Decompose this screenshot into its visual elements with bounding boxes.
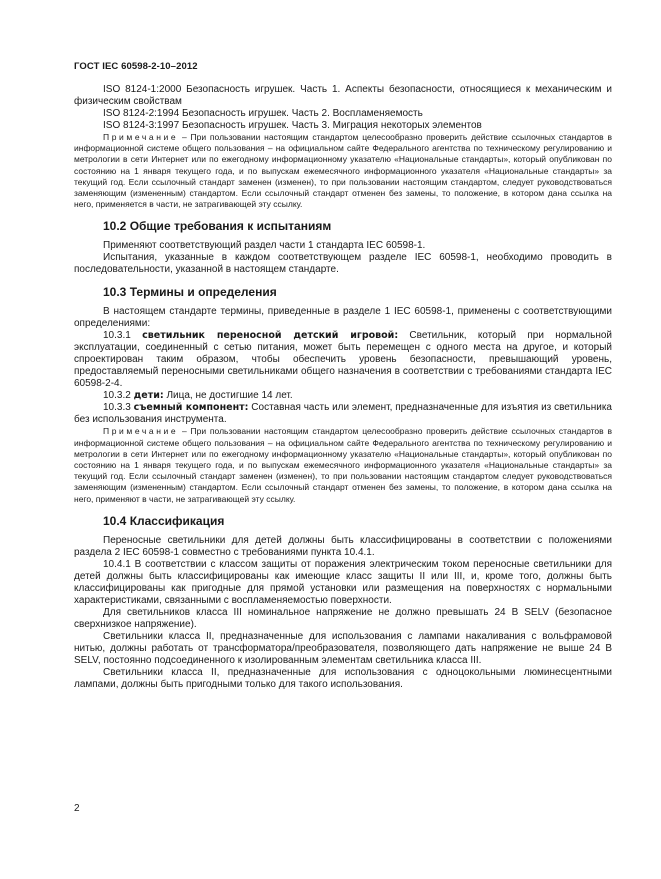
note-text: – При пользовании настоящим стандартом целесообразно проверить действие ссылочных стандартов в информационной системе общего пользования – на официальном сайте Федерального агентства по техническому регулированию и метрологии в сети Интернет или по ежегодному информационному указателю «Национальные стандарты», который опубликован по состоянию на 1 января текущего года, и по выпускам ежемесячного информационного указателя «Национальные стандарты» за текущий год. Если ссылочный стандарт заменен (изменен), то при пользовании настоящим стандартом следует руководствоваться заменяющим (измененным) стандартом. Если ссылочный стандарт отменен без замены, то положение, в котором дана ссылка на него, применяют в части, не затрагивающей эту ссылку.	[74, 426, 612, 504]
note-text: – При пользовании настоящим стандартом целесообразно проверить действие ссылочных стандартов в информационной системе общего пользования – на официальном сайте Федерального агентства по техническому регулированию и метрологии в сети Интернет или по ежегодному информационному указателю «Национальные стандарты», который опубликован по состоянию на 1 января текущего года, и по выпускам ежемесячного информационного указателя «Национальные стандарты» за текущий год. Если ссылочный стандарт заменен (изменен), то при пользовании настоящим стандартом, следует руководствоваться заменяющим (измененным) стандартом. Если ссылочный стандарт отменен без замены, то положение, в котором дана ссылка на него, применяется в части, не затрагивающей эту ссылку.	[74, 132, 612, 210]
page-number: 2	[74, 803, 80, 814]
term-10-3-1	[74, 330, 612, 390]
paragraph-10-4-2: 10.4.1 В соответствии с классом защиты от поражения электрическим током переносные светильники для детей должны быть классифицированы как имеющие класс защиты II или III, и, кроме того, должны быть классифицированы как пригодные для прямой установки или размещения на поверхностях с нормальными характеристиками, связанными с воспламеняемостью поверхности.	[74, 558, 612, 606]
reference-iso-8124-3: ISO 8124-3:1997 Безопасность игрушек. Часть 3. Миграция некоторых элементов	[103, 120, 482, 131]
term-10-3-3	[74, 402, 612, 426]
term-name: съемный компонент:	[133, 402, 249, 414]
paragraph-10-4-3: Для светильников класса III номинальное напряжение не должно превышать 24 В SELV (безопасное сверхнизкое напряжение).	[74, 606, 612, 630]
note-label: Примечание	[103, 426, 179, 437]
term-name: дети:	[133, 390, 164, 402]
section-title-10-4: 10.4 Классификация	[103, 513, 225, 528]
term-number: 10.3.2	[103, 390, 134, 402]
term-definition: Составная часть или элемент, предназначенные для изъятия из светильника без использования инструмента.	[74, 402, 612, 426]
section-title-10-2: 10.2 Общие требования к испытаниям	[103, 219, 332, 234]
paragraph-10-4-5: Светильники класса II, предназначенные для использования с одноцокольными люминесцентными лампами, должны быть пригодными только для такого использования.	[74, 666, 612, 690]
term-10-3-2	[74, 390, 612, 402]
note-label: Примечание	[103, 132, 179, 142]
paragraph-10-2-2: Испытания, указанные в каждом соответствующем разделе IEC 60598-1, необходимо проводить в последовательности, указанной в настоящем стандарте.	[74, 252, 612, 276]
paragraph-10-2-1: Применяют соответствующий раздел части 1 стандарта IEC 60598-1.	[103, 240, 426, 252]
term-name: светильник переносной детский игровой:	[142, 330, 399, 342]
term-number: 10.3.3	[103, 402, 134, 414]
reference-iso-8124-1: ISO 8124-1:2000 Безопасность игрушек. Часть 1. Аспекты безопасности, относящиеся к механическим и физическим свойствам	[74, 84, 612, 107]
paragraph-10-3-intro: В настоящем стандарте термины, приведенные в разделе 1 IEC 60598-1, применены с соответствующими определениями:	[74, 306, 612, 330]
reference-iso-8124-2: ISO 8124-2:1994 Безопасность игрушек. Часть 2. Воспламеняемость	[103, 108, 423, 119]
term-number: 10.3.1	[103, 330, 143, 342]
note-terms	[74, 426, 612, 504]
paragraph-10-4-4: Светильники класса II, предназначенные для использования с лампами накаливания с вольфрамовой нитью, должны работать от трансформатора/преобразователя, позволяющего дать напряжение не выше 24 В SELV, постоянно подсоединенного к изолированным элементам светильника класса III.	[74, 630, 612, 666]
page-content	[74, 84, 612, 691]
term-definition: Лица, не достигшие 14 лет.	[163, 390, 293, 402]
document-header: ГОСТ IEC 60598-2-10–2012	[74, 61, 198, 72]
term-definition: Светильник, который при нормальной эксплуатации, соединенный с сетью питания, может быть перемещен с одного места на другое, и который спроектирован таким образом, чтобы обеспечить уровень безопасности, превышающий уровень, предоставляемый переносными светильниками общего назначения в соответствии с требованиями стандарта IEC 60598-2-4.	[74, 330, 612, 390]
section-title-10-3: 10.3 Термины и определения	[103, 285, 277, 300]
note-references	[74, 132, 612, 210]
paragraph-10-4-1: Переносные светильники для детей должны быть классифицированы в соответствии с положениями раздела 2 IEC 60598-1 совместно с требованиями пункта 10.4.1.	[74, 534, 612, 558]
